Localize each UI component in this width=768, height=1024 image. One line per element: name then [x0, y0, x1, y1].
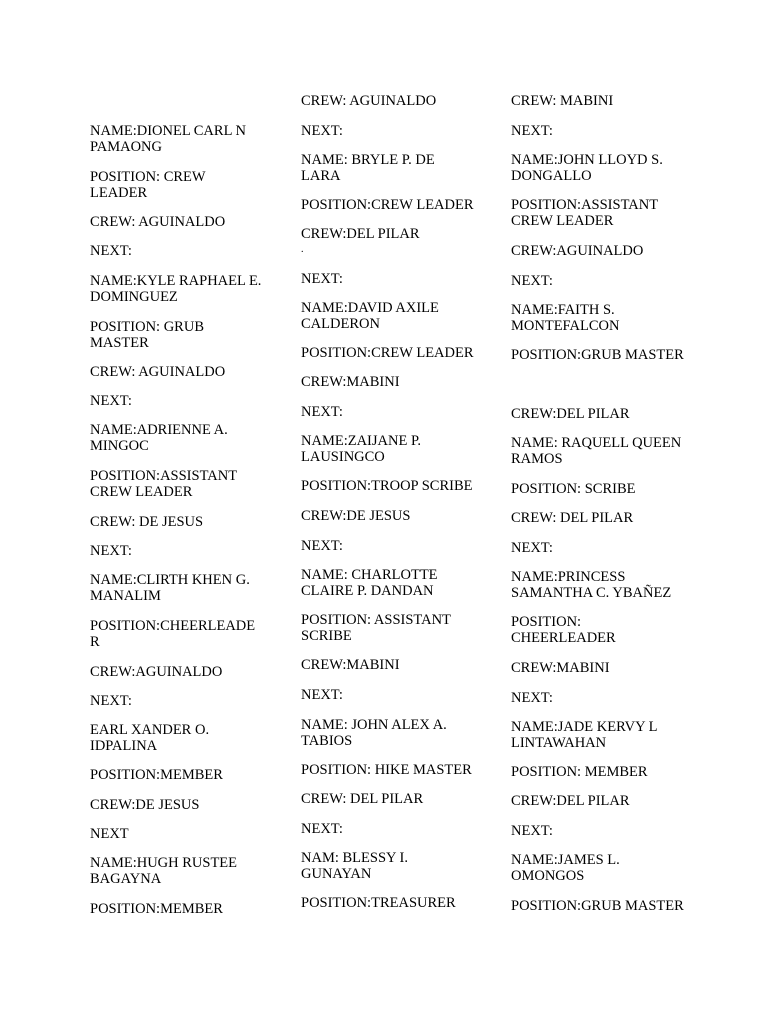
- entry-line: NAME: CHARLOTTE CLAIRE P. DANDAN: [301, 567, 438, 599]
- entry-line: NAME:DAVID AXILE CALDERON: [301, 300, 439, 332]
- entry-line: POSITION:GRUB MASTER: [511, 347, 684, 363]
- entry-line: CREW:MABINI: [511, 660, 610, 676]
- entry-line: CREW:MABINI: [301, 374, 400, 390]
- entry-line: NEXT:: [511, 823, 553, 839]
- entry-line: NEXT:: [301, 123, 343, 139]
- entry-line: POSITION: MEMBER: [511, 764, 648, 780]
- entry-line: POSITION:ASSISTANT CREW LEADER: [90, 468, 238, 500]
- entry-line: POSITION:TROOP SCRIBE: [301, 478, 473, 494]
- entry-line: NEXT:: [511, 273, 553, 289]
- entry-line: NAME: JOHN ALEX A. TABIOS: [301, 717, 447, 749]
- entry-line: POSITION: HIKE MASTER: [301, 762, 472, 778]
- entry-line: NAME:CLIRTH KHEN G. MANALIM: [90, 572, 250, 604]
- entry-line: POSITION:MEMBER: [90, 901, 223, 917]
- entry-line: CREW:AGUINALDO: [90, 664, 223, 680]
- entry-line: CREW: AGUINALDO: [90, 364, 226, 380]
- entry-line: NAME:ZAIJANE P. LAUSINGCO: [301, 433, 422, 465]
- entry-line: POSITION:GRUB MASTER: [511, 898, 684, 914]
- entry-line: NEXT:: [301, 271, 343, 287]
- entry-line: POSITION:CHEERLEADE R: [90, 618, 256, 650]
- entry-line: NAME:JADE KERVY L LINTAWAHAN: [511, 719, 658, 751]
- entry-line: CREW: AGUINALDO: [301, 93, 437, 109]
- entry-line: CREW: AGUINALDO: [90, 214, 226, 230]
- entry-line: CREW:DEL PILAR: [511, 406, 630, 422]
- entry-line: POSITION: ASSISTANT SCRIBE: [301, 612, 451, 644]
- entry-line: POSITION:MEMBER: [90, 767, 223, 783]
- entry-line: NEXT:: [90, 393, 132, 409]
- entry-line: NAME:FAITH S. MONTEFALCON: [511, 302, 620, 334]
- entry-line: NAME:PRINCESS SAMANTHA C. YBAÑEZ: [511, 569, 672, 601]
- entry-line: NAM: BLESSY I. GUNAYAN: [301, 850, 409, 882]
- entry-line: NEXT:: [301, 538, 343, 554]
- entry-line: CREW:DE JESUS: [301, 508, 411, 524]
- entry-line: NAME: RAQUELL QUEEN RAMOS: [511, 435, 682, 467]
- entry-line: POSITION: CREW LEADER: [90, 169, 206, 201]
- entry-line: POSITION:ASSISTANT CREW LEADER: [511, 197, 659, 229]
- entry-line: EARL XANDER O. IDPALINA: [90, 722, 210, 754]
- entry-line: CREW: DEL PILAR: [511, 510, 634, 526]
- entry-line: NAME:ADRIENNE A. MINGOC: [90, 422, 228, 454]
- entry-line: NAME:DIONEL CARL N PAMAONG: [90, 123, 246, 155]
- entry-line: POSITION: SCRIBE: [511, 481, 636, 497]
- entry-line: NEXT:: [90, 693, 132, 709]
- entry-line: CREW:DEL PILAR: [301, 226, 420, 242]
- entry-line: NEXT:: [301, 404, 343, 420]
- entry-line: NAME:KYLE RAPHAEL E. DOMINGUEZ: [90, 273, 262, 305]
- entry-line: CREW: MABINI: [511, 93, 614, 109]
- entry-line: NEXT:: [90, 543, 132, 559]
- entry-line: POSITION:CREW LEADER: [301, 345, 474, 361]
- entry-line: NEXT:: [301, 687, 343, 703]
- entry-line: NAME:HUGH RUSTEE BAGAYNA: [90, 855, 238, 887]
- entry-line: NAME:JOHN LLOYD S. DONGALLO: [511, 152, 663, 184]
- entry-line: NEXT: [90, 826, 129, 842]
- entry-line: NEXT:: [301, 821, 343, 837]
- entry-line: NEXT:: [511, 690, 553, 706]
- entry-line: POSITION: GRUB MASTER: [90, 319, 204, 351]
- entry-line: POSITION: CHEERLEADER: [511, 614, 616, 646]
- entry-line: POSITION:TREASURER: [301, 895, 456, 911]
- entry-line: NAME: BRYLE P. DE LARA: [301, 152, 435, 184]
- entry-line: CREW: DEL PILAR: [301, 791, 424, 807]
- entry-line: CREW:MABINI: [301, 657, 400, 673]
- stray-mark: .: [301, 244, 304, 255]
- entry-line: NEXT:: [511, 123, 553, 139]
- entry-line: CREW:DE JESUS: [90, 797, 200, 813]
- entry-line: NAME:JAMES L. OMONGOS: [511, 852, 620, 884]
- entry-line: NEXT:: [90, 243, 132, 259]
- entry-line: CREW:AGUINALDO: [511, 243, 644, 259]
- entry-line: POSITION:CREW LEADER: [301, 197, 474, 213]
- entry-line: CREW: DE JESUS: [90, 514, 204, 530]
- entry-line: CREW:DEL PILAR: [511, 793, 630, 809]
- entry-line: NEXT:: [511, 540, 553, 556]
